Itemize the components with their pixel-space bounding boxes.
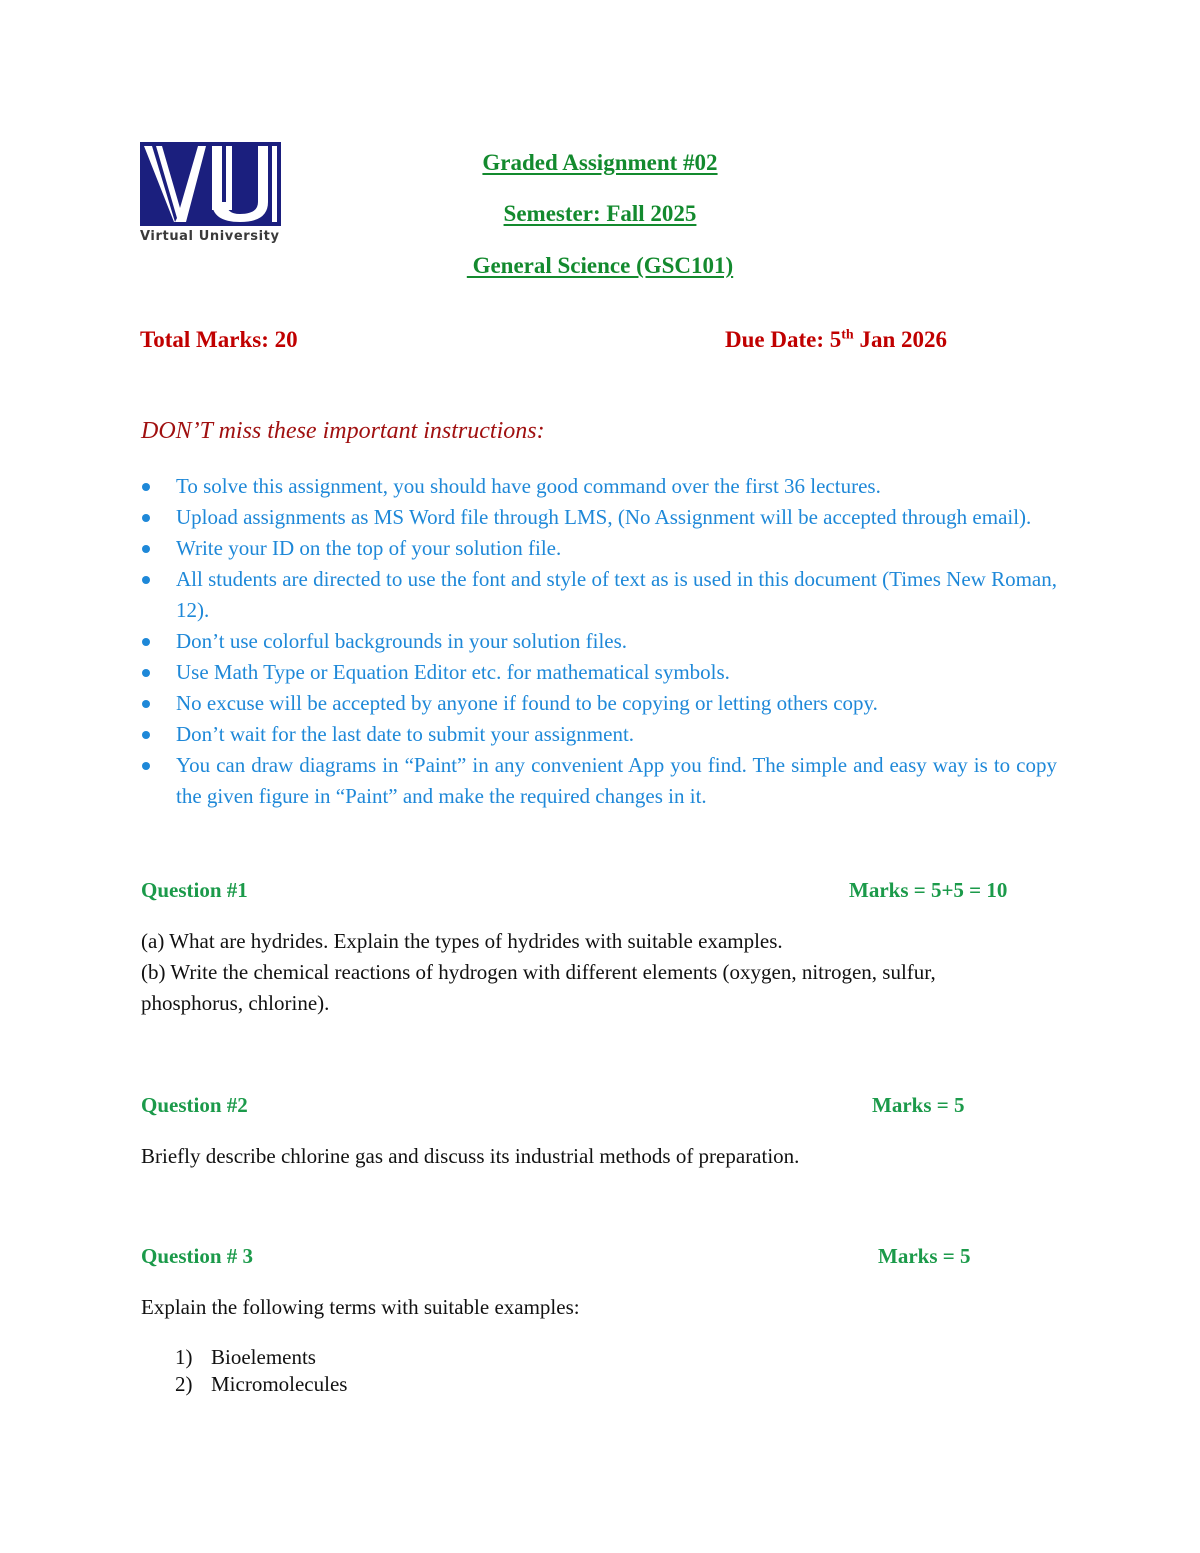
instruction-text: All students are directed to use the font and style of text as is used in this document (Times New Roman, 12).	[176, 567, 1057, 622]
bullet-icon	[142, 576, 150, 584]
due-date-suffix-sup: th	[841, 327, 854, 343]
due-date	[725, 327, 947, 353]
bullet-icon	[142, 762, 150, 770]
instruction-text: Use Math Type or Equation Editor etc. for mathematical symbols.	[176, 660, 730, 684]
question-1-body	[141, 926, 1041, 1019]
instructions-list	[140, 471, 1057, 812]
instruction-item	[140, 626, 1057, 657]
question-1-title: Question #1	[141, 878, 248, 902]
instructions-heading: DON’T miss these important instructions:	[141, 418, 545, 444]
instruction-item	[140, 533, 1057, 564]
list-item	[175, 1371, 347, 1398]
list-text: Bioelements	[211, 1345, 316, 1369]
bullet-icon	[142, 700, 150, 708]
instruction-text: You can draw diagrams in “Paint” in any convenient App you find. The simple and easy way is to copy the given figure in “Paint” and make the required changes in it.	[176, 753, 1057, 808]
instruction-text: Upload assignments as MS Word file through LMS, (No Assignment will be accepted through email).	[176, 505, 1032, 529]
question-3-body: Explain the following terms with suitable examples:	[141, 1295, 580, 1319]
instruction-text: No excuse will be accepted by anyone if found to be copying or letting others copy.	[176, 691, 878, 715]
due-date-month-year: Jan 2026	[853, 327, 947, 352]
instruction-item	[140, 657, 1057, 688]
instruction-text: Write your ID on the top of your solution file.	[176, 536, 562, 560]
bullet-icon	[142, 669, 150, 677]
list-number: 1)	[175, 1345, 193, 1369]
course-label: General Science (GSC101)	[466, 253, 734, 278]
question-3-marks: Marks = 5	[878, 1244, 971, 1268]
instruction-item	[140, 719, 1057, 750]
question-2-title: Question #2	[141, 1093, 248, 1117]
bullet-icon	[142, 731, 150, 739]
semester-label: Semester: Fall 2025	[503, 201, 697, 226]
bullet-icon	[142, 545, 150, 553]
instruction-item	[140, 502, 1057, 533]
instruction-item	[140, 688, 1057, 719]
total-marks: Total Marks: 20	[140, 327, 298, 352]
instruction-text: To solve this assignment, you should have good command over the first 36 lectures.	[176, 474, 881, 498]
question-3-terms-list	[175, 1344, 347, 1398]
instruction-text: Don’t wait for the last date to submit your assignment.	[176, 722, 635, 746]
assignment-title: Graded Assignment #02	[482, 150, 718, 175]
instruction-item	[140, 471, 1057, 502]
question-1-part-b: (b) Write the chemical reactions of hydrogen with different elements (oxygen, nitrogen, sulfur, phosphorus, chlorine).	[141, 960, 936, 1015]
university-logo	[140, 142, 282, 247]
bullet-icon	[142, 514, 150, 522]
question-3-title: Question # 3	[141, 1244, 254, 1268]
list-text: Micromolecules	[211, 1372, 348, 1396]
bullet-icon	[142, 483, 150, 491]
vu-logo-icon	[140, 142, 281, 226]
instruction-item	[140, 564, 1057, 626]
list-number: 2)	[175, 1372, 193, 1396]
question-2-body: Briefly describe chlorine gas and discuss its industrial methods of preparation.	[141, 1144, 800, 1168]
list-item	[175, 1344, 347, 1371]
question-1-part-a: (a) What are hydrides. Explain the types of hydrides with suitable examples.	[141, 929, 783, 953]
instruction-item	[140, 750, 1057, 812]
logo-caption: Virtual University	[140, 229, 280, 244]
due-date-prefix: Due Date: 5	[725, 327, 842, 352]
instruction-text: Don’t use colorful backgrounds in your solution files.	[176, 629, 628, 653]
question-1-marks: Marks = 5+5 = 10	[849, 878, 1008, 902]
bullet-icon	[142, 638, 150, 646]
question-2-marks: Marks = 5	[872, 1093, 965, 1117]
